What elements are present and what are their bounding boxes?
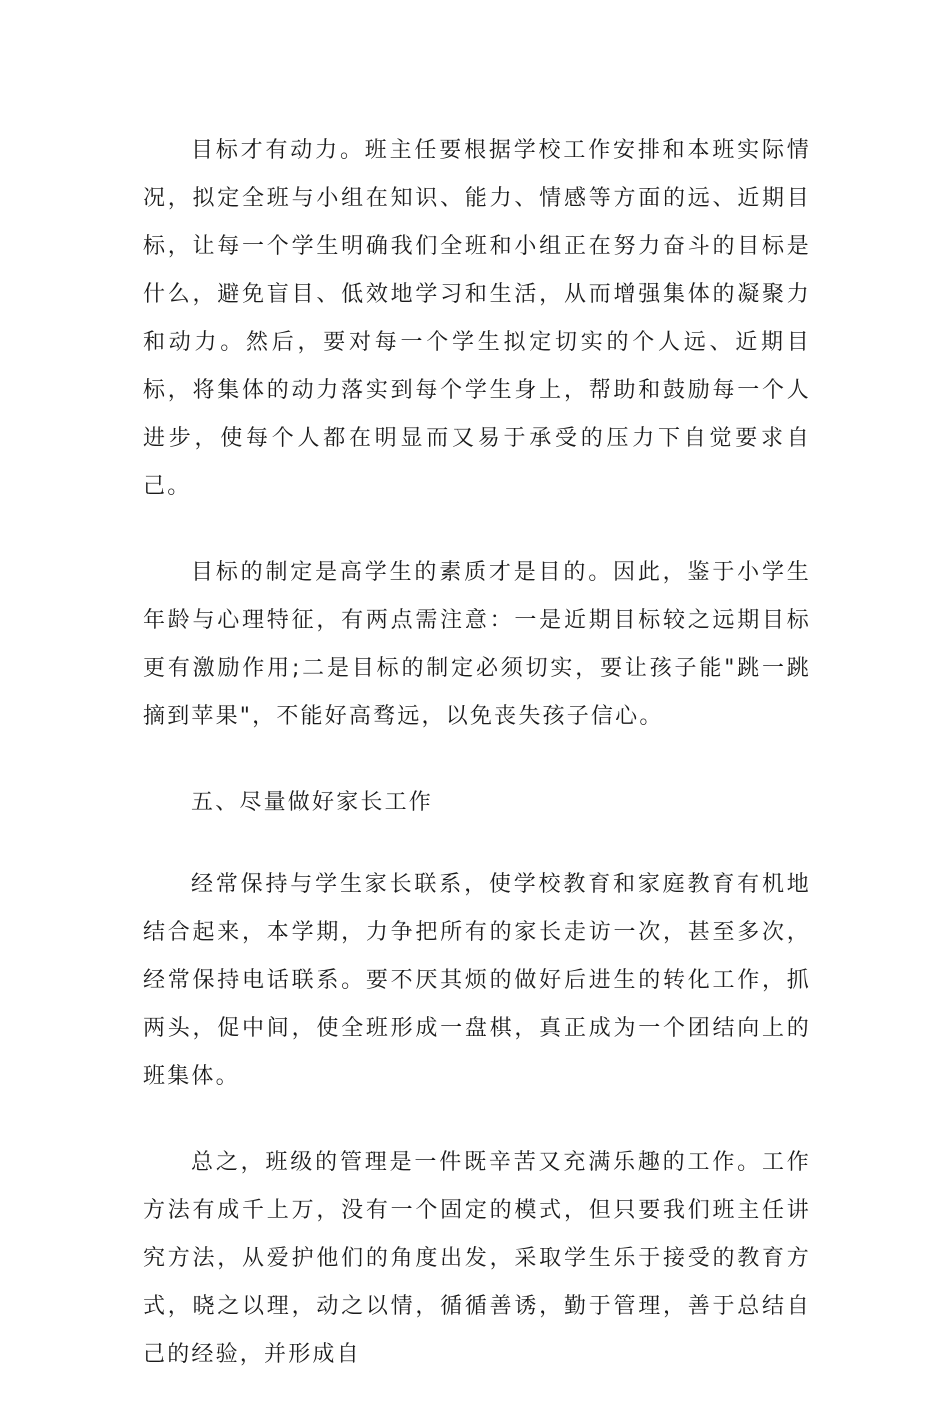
paragraph-goals-motivation: 目标才有动力。班主任要根据学校工作安排和本班实际情况，拟定全班与小组在知识、能力、情感等方面的远、近期目标，让每一个学生明确我们全班和小组正在努力奋斗的目标是什么，避免盲目、低效地学习和生活，从而增强集体的凝聚力和动力。然后，要对每一个学生拟定切实的个人远、近期目标，将集体的动力落实到每个学生身上，帮助和鼓励每一个人进步，使每个人都在明显而又易于承受的压力下自觉要求自己。 bbox=[143, 138, 811, 499]
paragraph-goal-setting: 目标的制定是高学生的素质才是目的。因此，鉴于小学生年龄与心理特征，有两点需注意：一是近期目标较之远期目标更有激励作用;二是目标的制定必须切实，要让孩子能"跳一跳摘到苹果"，不能好高骛远，以免丧失孩子信心。 bbox=[143, 560, 811, 729]
paragraph-parent-contact: 经常保持与学生家长联系，使学校教育和家庭教育有机地结合起来，本学期，力争把所有的家长走访一次，甚至多次，经常保持电话联系。要不厌其烦的做好后进生的转化工作，抓两头，促中间，使全班形成一盘棋，真正成为一个团结向上的班集体。 bbox=[143, 872, 811, 1089]
section-heading-parent-work: 五、尽量做好家长工作 bbox=[191, 790, 434, 815]
document-body bbox=[143, 127, 811, 1417]
paragraph-conclusion: 总之，班级的管理是一件既辛苦又充满乐趣的工作。工作方法有成千上万，没有一个固定的模式，但只要我们班主任讲究方法，从爱护他们的角度出发，采取学生乐于接受的教育方式，晓之以理，动之以情，循循善诱，勤于管理，善于总结自己的经验，并形成自 bbox=[143, 1150, 811, 1367]
